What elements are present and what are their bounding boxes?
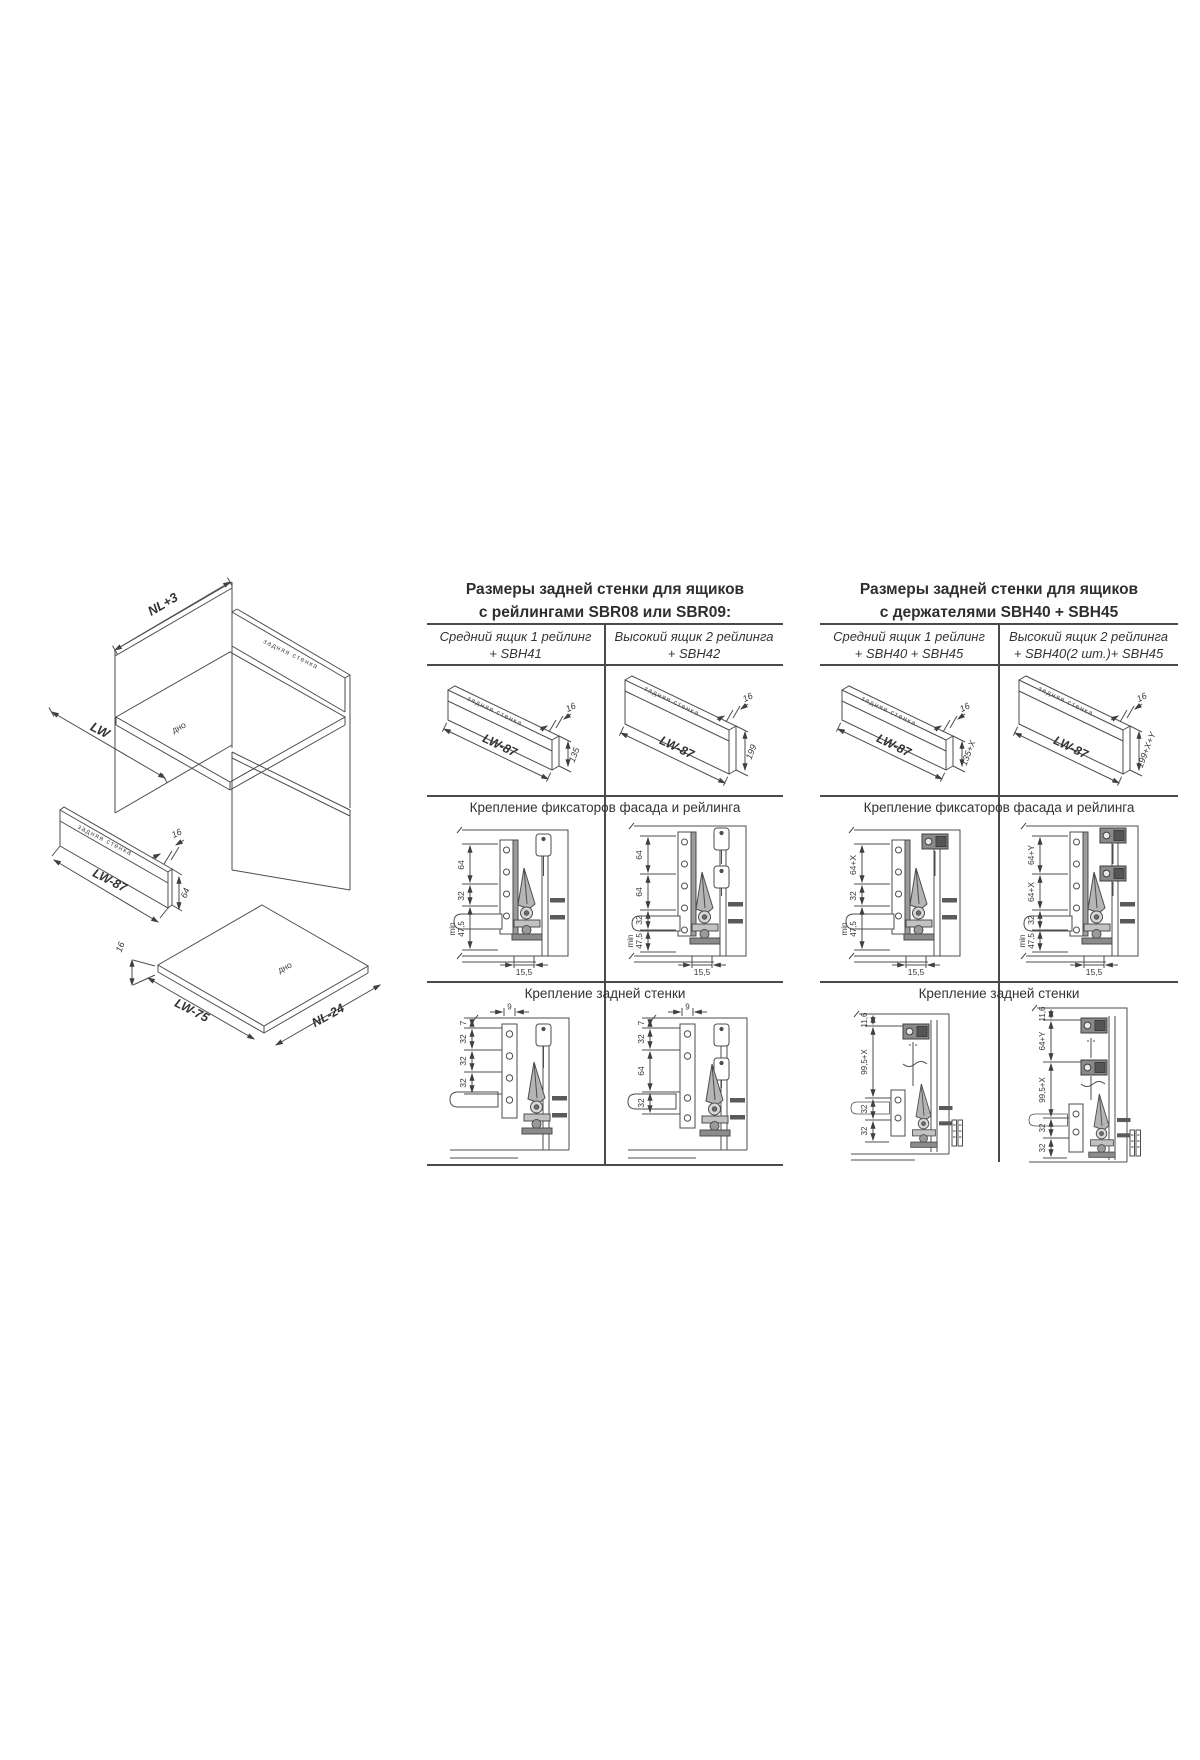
holder-section-fixators: Крепление фиксаторов фасада и рейлинга [863, 800, 1135, 815]
rail-col1-header-line1: Средний ящик 1 рейлинг [439, 629, 592, 644]
dim-bottom: 15,5 [1085, 967, 1103, 977]
dim-label: 32 [1026, 915, 1036, 925]
holder-section-back: Крепление задней стенки [918, 986, 1080, 1001]
dim-bottom: 15,5 [515, 967, 533, 977]
dim-label: 99,5+X [860, 1049, 869, 1075]
panel-height-dim: 135+X [958, 738, 978, 767]
rail-col2-header [605, 628, 783, 662]
rail-table-title-line1: Размеры задней стенки для ящиков [465, 581, 745, 598]
dim-bottom: 15,5 [693, 967, 711, 977]
dim-label: 7 [636, 1020, 646, 1026]
rail-section-fixators: Крепление фиксаторов фасада и рейлинга [469, 800, 741, 815]
back-panel-diagram-sbh42 [605, 658, 785, 796]
bottom-panel-thickness-dim: 16 [113, 940, 127, 954]
panel-thickness-dim: 16 [957, 700, 972, 714]
dim-label: 64+Y [1026, 844, 1036, 866]
backwall-mount-diagram-sbh45-high [1023, 1000, 1158, 1168]
bottom-panel-label: дно [275, 959, 294, 976]
rail-table-title-line2: с рейлингами SBR08 или SBR09: [478, 604, 732, 621]
dim-min-value: 47,5 [849, 921, 858, 937]
bottom-panel-width-dim: LW-75 [172, 995, 212, 1025]
back-panel-height-dim: 64 [178, 886, 192, 900]
panel-thickness-dim: 16 [1134, 690, 1149, 704]
panel-width-dim: LW-87 [874, 731, 914, 760]
panel-width-dim: LW-87 [1051, 733, 1091, 762]
dim-min-value: 47,5 [457, 921, 466, 937]
dim-min-value: 47,5 [1027, 933, 1036, 949]
holder-table-title [818, 578, 1180, 624]
dim-bottom: 15,5 [907, 967, 925, 977]
dim-label: 32 [458, 1078, 468, 1088]
fixator-mount-diagram-sbh42 [618, 820, 768, 976]
holder-col2-header-line1: Высокий ящик 2 рейлинга [1009, 629, 1168, 644]
holder-col2-header-line2: + SBH40(2 шт.)+ SBH45 [1013, 646, 1164, 661]
rail-col2-header-line2: + SBH42 [667, 646, 721, 661]
dim-label: 11,6 [860, 1012, 869, 1028]
holder-col2-header [999, 628, 1178, 662]
dim-min-value: 47,5 [635, 933, 644, 949]
frame-back-wall-label: задняя стенка [261, 638, 320, 672]
dim-label: 32 [848, 891, 858, 901]
back-panel-diagram-sbh40-45-medium [822, 668, 1002, 792]
dim-label: 11,6 [1038, 1006, 1047, 1022]
rail-col1-header-line2: + SBH41 [489, 646, 542, 661]
fixator-mount-diagram-sbh41 [440, 820, 590, 976]
rail-table-title [425, 578, 785, 624]
dim-top: 9 [507, 1002, 512, 1012]
rail-col2-header-line1: Высокий ящик 2 рейлинга [614, 629, 774, 644]
bottom-panel-depth-dim: NL-24 [309, 1000, 347, 1031]
dim-min-label: min [626, 934, 635, 948]
holder-col1-header-line1: Средний ящик 1 рейлинг [833, 629, 985, 644]
back-panel-label: задняя стенка [76, 823, 134, 858]
dim-label: 32 [636, 1098, 646, 1108]
dim-label: 32 [458, 1034, 468, 1044]
dim-label: 32 [458, 1056, 468, 1066]
dim-label: 64+X [848, 854, 858, 876]
exploded-drawer-diagram [28, 498, 393, 1068]
panel-label: задняя стенка [465, 695, 524, 728]
panel-label: задняя стенка [642, 685, 701, 718]
dim-label: 99,5+X [1038, 1077, 1047, 1103]
dim-label-width: LW [87, 718, 113, 742]
dim-min-label: min [840, 922, 849, 936]
dim-label: 32 [636, 1034, 646, 1044]
panel-label: задняя стенка [859, 695, 918, 728]
dim-label: 64 [634, 887, 644, 897]
dim-min-label: min [448, 922, 457, 936]
backwall-mount-diagram-sbh42 [616, 1000, 766, 1164]
holder-col1-header-line2: + SBH40 + SBH45 [854, 646, 964, 661]
panel-width-dim: LW-87 [480, 731, 520, 760]
fixator-mount-diagram-sbh40-high [1010, 820, 1160, 976]
dim-label: 64 [456, 860, 466, 870]
frame-bottom-label: дно [169, 719, 188, 736]
back-panel-width-dim: LW-87 [90, 865, 130, 895]
back-panel-diagram-sbh40-45-high [999, 658, 1179, 796]
fixator-mount-diagram-sbh40-medium [832, 820, 982, 976]
dim-label: 64 [636, 1066, 646, 1076]
panel-thickness-dim: 16 [740, 690, 755, 704]
dim-label: 32 [1038, 1143, 1047, 1153]
dim-label: 7 [458, 1020, 468, 1026]
holder-table-title-line2: с держателями SBH40 + SBH45 [879, 604, 1119, 621]
dim-label: 32 [634, 915, 644, 925]
backwall-mount-diagram-sbh41 [438, 1000, 588, 1164]
dim-min-label: min [1018, 934, 1027, 948]
dim-label: 32 [456, 891, 466, 901]
rail-table-rule-bottom [427, 1164, 783, 1166]
dim-label: 64 [634, 850, 644, 860]
panel-height-dim: 199+X+Y [1134, 730, 1158, 770]
panel-height-dim: 199 [743, 743, 759, 761]
back-panel-thickness-dim: 16 [169, 826, 184, 841]
dim-label: 64+X [1026, 881, 1036, 903]
rail-col1-header [427, 628, 604, 662]
holder-table-title-line1: Размеры задней стенки для ящиков [859, 581, 1139, 598]
rail-section-back: Крепление задней стенки [524, 986, 686, 1001]
dim-label: 32 [1038, 1123, 1047, 1133]
dim-top: 9 [685, 1002, 690, 1012]
panel-thickness-dim: 16 [563, 700, 578, 714]
panel-width-dim: LW-87 [657, 733, 697, 762]
dim-label: 32 [860, 1126, 869, 1136]
panel-label: задняя стенка [1036, 685, 1095, 718]
dim-label-depth: NL+3 [145, 589, 181, 619]
back-panel-diagram-sbh41 [428, 668, 608, 792]
backwall-mount-diagram-sbh45-medium [845, 1002, 980, 1162]
panel-height-dim: 135 [566, 746, 582, 764]
dim-label: 32 [860, 1104, 869, 1114]
dim-label: 64+Y [1038, 1031, 1047, 1051]
holder-col1-header [820, 628, 998, 662]
